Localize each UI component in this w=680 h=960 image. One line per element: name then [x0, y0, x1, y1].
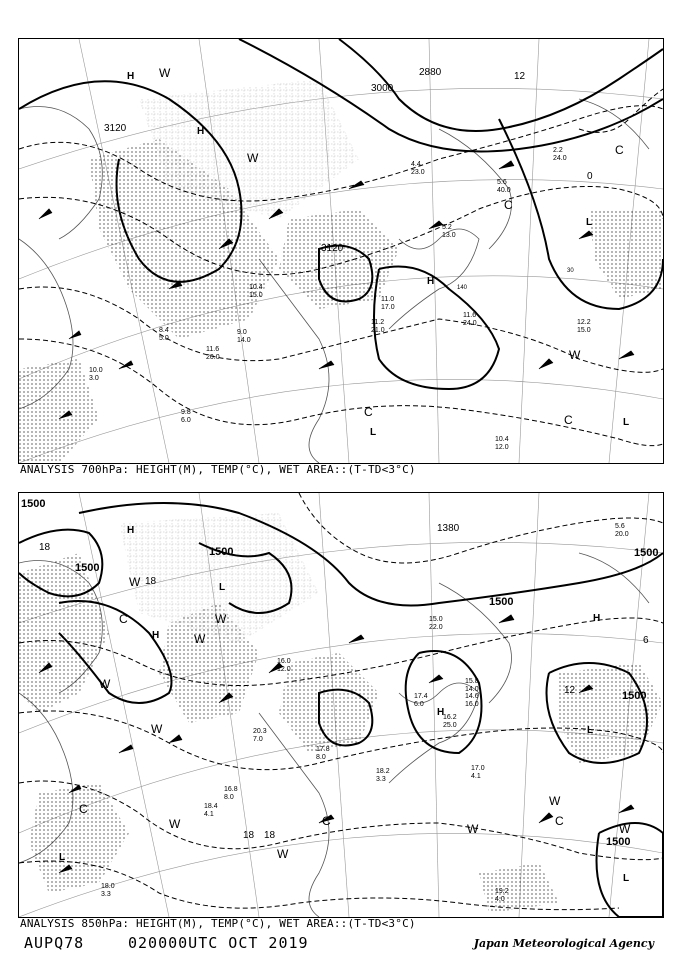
station-plot — [206, 346, 220, 361]
low-center-symbol: L — [623, 873, 630, 884]
svg-text:9.8: 9.8 — [181, 409, 191, 416]
station-plot — [465, 693, 479, 708]
svg-text:3.3: 3.3 — [101, 891, 111, 898]
svg-text:5.0: 5.0 — [159, 335, 169, 342]
station-plot — [181, 409, 191, 424]
cold-center-symbol: C — [119, 612, 128, 626]
svg-text:11.6: 11.6 — [206, 346, 220, 353]
station-plot — [495, 436, 509, 451]
svg-text:21.0: 21.0 — [371, 327, 385, 334]
warm-center-symbol: W — [159, 66, 171, 80]
warm-center-symbol: W — [194, 632, 206, 646]
chart-700hpa-map — [19, 39, 663, 463]
svg-text:6.0: 6.0 — [414, 701, 424, 708]
svg-text:11.6: 11.6 — [463, 312, 477, 319]
svg-text:8.0: 8.0 — [224, 794, 234, 801]
station-plot — [237, 329, 251, 344]
contour-label: 1500 — [634, 547, 659, 559]
station-plot — [411, 161, 425, 176]
valid-time: 020000UTC OCT 2019 — [128, 934, 309, 952]
svg-text:5.6: 5.6 — [615, 523, 625, 530]
contour-label: 140 — [457, 285, 468, 291]
warm-center-symbol: W — [619, 822, 631, 836]
svg-text:20.0: 20.0 — [615, 531, 629, 538]
svg-text:5.2: 5.2 — [442, 224, 452, 231]
cold-center-symbol: C — [615, 143, 624, 157]
chart-700hpa-panel — [18, 38, 664, 464]
cold-center-symbol: C — [564, 413, 573, 427]
svg-text:14.0: 14.0 — [237, 337, 251, 344]
contour-label: 12 — [564, 685, 576, 696]
station-plot — [89, 367, 103, 382]
low-center-symbol: L — [59, 852, 66, 863]
svg-text:11.2: 11.2 — [371, 319, 385, 326]
svg-text:17.0: 17.0 — [381, 304, 395, 311]
svg-text:16.8: 16.8 — [224, 786, 238, 793]
svg-text:4.1: 4.1 — [471, 773, 481, 780]
svg-text:10.0: 10.0 — [89, 367, 103, 374]
contour-label: 18 — [243, 830, 255, 841]
contour-label: 2880 — [419, 67, 442, 78]
contour-label: 1500 — [209, 546, 234, 558]
contour-label: 18 — [145, 576, 157, 587]
station-plot — [442, 224, 456, 239]
contour-label: 1380 — [437, 523, 460, 534]
contour-label: 6 — [643, 635, 649, 646]
warm-center-symbol: W — [169, 817, 181, 831]
svg-text:40.0: 40.0 — [497, 187, 511, 194]
contour-label: 12 — [514, 71, 526, 82]
station-plot — [465, 678, 479, 693]
svg-text:4.4: 4.4 — [411, 161, 421, 168]
svg-text:22.0: 22.0 — [429, 624, 443, 631]
svg-text:24.0: 24.0 — [463, 320, 477, 327]
svg-text:17.8: 17.8 — [316, 746, 330, 753]
station-plot — [224, 786, 238, 801]
station-plot — [277, 658, 291, 673]
svg-text:3.3: 3.3 — [376, 776, 386, 783]
chart-code: AUPQ78 — [24, 934, 85, 952]
contour-label: 1500 — [21, 498, 46, 510]
cold-center-symbol: C — [504, 198, 513, 212]
station-plot — [381, 296, 395, 311]
station-plot — [577, 319, 591, 334]
svg-text:2.2: 2.2 — [553, 147, 563, 154]
svg-text:16.0: 16.0 — [277, 658, 291, 665]
svg-text:14.6: 14.6 — [465, 693, 479, 700]
svg-text:15.0: 15.0 — [429, 616, 443, 623]
station-plot — [463, 312, 477, 327]
svg-text:12.2: 12.2 — [577, 319, 591, 326]
station-plot — [615, 523, 629, 538]
station-plot — [553, 147, 567, 162]
svg-text:5.6: 5.6 — [497, 179, 507, 186]
high-center-symbol: H — [127, 525, 135, 536]
station-plot — [253, 728, 267, 743]
svg-text:20.3: 20.3 — [253, 728, 267, 735]
contour-label: 1500 — [75, 562, 100, 574]
svg-text:23.0: 23.0 — [411, 169, 425, 176]
chart-850hpa-caption: ANALYSIS 850hPa: HEIGHT(M), TEMP(°C), WET AREA::(T-TD<3°C) — [20, 917, 416, 930]
cold-center-symbol: C — [322, 814, 331, 828]
contour-label: 3120 — [321, 243, 344, 254]
station-plot — [443, 714, 457, 729]
contour-label: 1500 — [489, 596, 514, 608]
station-plot — [159, 327, 169, 342]
svg-text:10.4: 10.4 — [495, 436, 509, 443]
svg-text:4.0: 4.0 — [495, 896, 505, 903]
warm-center-symbol: W — [99, 677, 111, 691]
svg-text:6.0: 6.0 — [181, 417, 191, 424]
svg-text:16.2: 16.2 — [443, 714, 457, 721]
svg-text:19.2: 19.2 — [495, 888, 509, 895]
svg-text:8.0: 8.0 — [316, 754, 326, 761]
svg-text:14.0: 14.0 — [465, 686, 479, 693]
chart-850hpa-panel — [18, 492, 664, 918]
svg-text:12.0: 12.0 — [495, 444, 509, 451]
svg-text:12.0: 12.0 — [277, 666, 291, 673]
chart-700hpa-caption: ANALYSIS 700hPa: HEIGHT(M), TEMP(°C), WET AREA::(T-TD<3°C) — [20, 463, 416, 476]
contour-label: 3000 — [371, 83, 394, 94]
station-plot — [371, 319, 385, 334]
svg-text:15.8: 15.8 — [465, 678, 479, 685]
warm-center-symbol: W — [467, 822, 479, 836]
warm-center-symbol: W — [549, 794, 561, 808]
contour-label: 18 — [39, 542, 51, 553]
station-plot — [497, 179, 511, 194]
high-center-symbol: H — [127, 71, 135, 82]
chart-850hpa-map — [19, 493, 663, 917]
svg-text:16.0: 16.0 — [465, 701, 479, 708]
station-plot — [316, 746, 330, 761]
warm-center-symbol: W — [151, 722, 163, 736]
svg-text:18.2: 18.2 — [376, 768, 390, 775]
svg-text:4.1: 4.1 — [204, 811, 214, 818]
svg-text:20.0: 20.0 — [206, 354, 220, 361]
cold-center-symbol: C — [555, 814, 564, 828]
cold-center-symbol: C — [79, 802, 88, 816]
station-plot — [204, 803, 218, 818]
high-center-symbol: H — [427, 276, 435, 287]
svg-text:17.4: 17.4 — [414, 693, 428, 700]
svg-text:25.0: 25.0 — [443, 722, 457, 729]
station-plot — [376, 768, 390, 783]
low-center-symbol: L — [219, 582, 226, 593]
warm-center-symbol: W — [247, 151, 259, 165]
svg-text:17.0: 17.0 — [471, 765, 485, 772]
svg-text:9.0: 9.0 — [237, 329, 247, 336]
svg-text:13.0: 13.0 — [442, 232, 456, 239]
svg-text:7.0: 7.0 — [253, 736, 263, 743]
high-center-symbol: H — [197, 126, 205, 137]
high-center-symbol: H — [437, 707, 445, 718]
svg-text:10.4: 10.4 — [249, 284, 263, 291]
station-plot — [471, 765, 485, 780]
svg-text:18.4: 18.4 — [204, 803, 218, 810]
svg-text:18.0: 18.0 — [101, 883, 115, 890]
svg-text:3.0: 3.0 — [89, 375, 99, 382]
low-center-symbol: L — [370, 427, 377, 438]
warm-center-symbol: W — [129, 575, 141, 589]
agency-name: Japan Meteorological Agency — [473, 937, 654, 950]
high-center-symbol: H — [593, 613, 601, 624]
low-center-symbol: L — [623, 417, 630, 428]
station-plot — [101, 883, 115, 898]
contour-label: 1500 — [606, 836, 631, 848]
station-plot — [414, 693, 428, 708]
contour-label: 3120 — [104, 123, 127, 134]
warm-center-symbol: W — [277, 847, 289, 861]
svg-text:24.0: 24.0 — [553, 155, 567, 162]
contour-label: 18 — [264, 830, 276, 841]
svg-text:11.0: 11.0 — [381, 296, 395, 303]
contour-label: 1500 — [622, 690, 647, 702]
svg-text:8.4: 8.4 — [159, 327, 169, 334]
low-center-symbol: L — [586, 217, 593, 228]
low-center-symbol: L — [587, 725, 594, 736]
warm-center-symbol: W — [215, 612, 227, 626]
station-plot — [249, 284, 263, 299]
contour-label: 0 — [587, 171, 593, 182]
contour-label: 30 — [567, 268, 574, 274]
svg-text:15.0: 15.0 — [249, 292, 263, 299]
station-plot — [429, 616, 443, 631]
warm-center-symbol: W — [569, 348, 581, 362]
cold-center-symbol: C — [364, 405, 373, 419]
svg-text:15.0: 15.0 — [577, 327, 591, 334]
high-center-symbol: H — [152, 630, 160, 641]
